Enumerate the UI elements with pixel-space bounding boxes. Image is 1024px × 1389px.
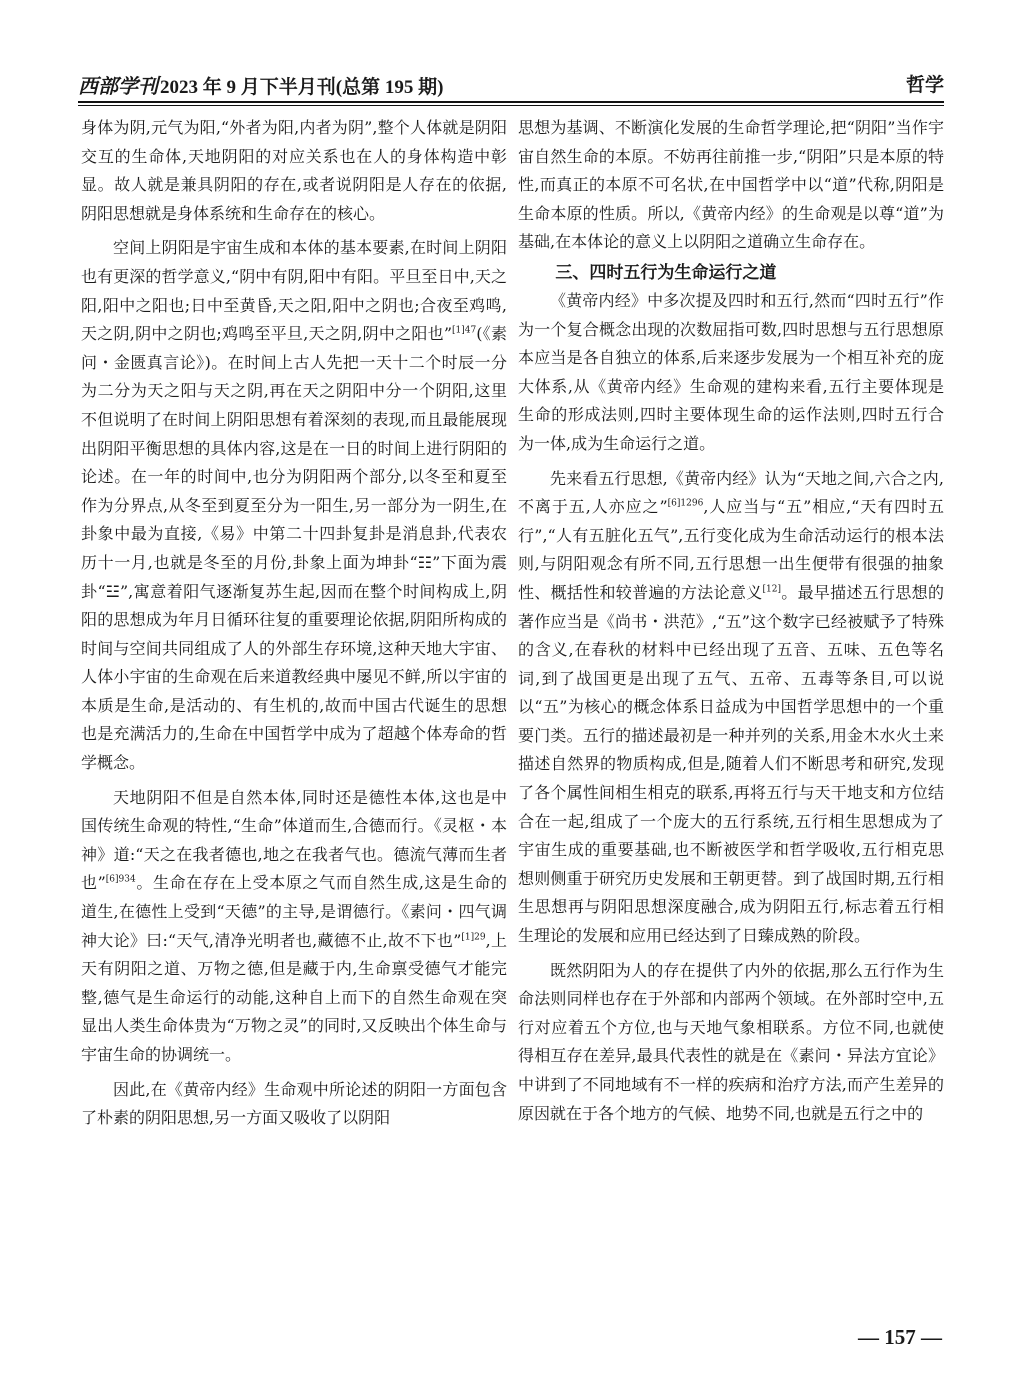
paragraph <box>518 465 944 951</box>
left-column <box>81 114 507 1133</box>
text-run: 。最早描述五行思想的著作应当是《尚书・洪范》,“五”这个数字已经被赋予了特殊的含义,在春秋的材料中已经出现了五音、五味、五色等名词,到了战国更是出现了五气、五帝、五毒等条目,可以说以“五”为核心的概念体系日益成为中国哲学思想中的一个重要门类。五行的描述最初是一种并列的关系,用金木水火土来描述自然界的物质构成,但是,随着人们不断思考和研究,发现了各个属性间相生相克的联系,再将五行与天干地支和方位结合在一起,组成了一个庞大的五行系统,五行相生思想成为了宇宙生成的重要基础,也不断被医学和哲学吸收,五行相克思想则侧重于研究历史发展和王朝更替。到了战国时期,五行相生思想再与阴阳思想深度融合,成为阴阳五行,标志着五行相生理论的发展和应用已经达到了日臻成熟的阶段。 <box>518 582 944 946</box>
section-label: 哲学 <box>905 74 944 96</box>
journal-issue-line <box>78 70 443 99</box>
header-rule-thick <box>78 101 944 103</box>
paragraph <box>81 784 507 1070</box>
journal-logo: 西部学刊 <box>78 76 158 98</box>
paragraph: 既然阴阳为人的存在提供了内外的依据,那么五行作为生命法则同样也存在于外部和内部两个领域。在外部时空中,五行对应着五个方位,也与天地气象相联系。方位不同,也就使得相互存在差异,最具代表性的就是在《素问・异法方宜论》中讲到了不同地域有不一样的疾病和治疗方法,而产生差异的原因就在于各个地方的气候、地势不同,也就是五行之中的 <box>518 960 944 1123</box>
paragraph <box>81 234 507 777</box>
text-run: 。生命在存在上受本原之气而自然生成,这是生命的道生,在德性上受到“天德”的主导,是谓德行。《素问・四气调神大论》曰:“天气,清净光明者也,藏德不止,故不下也” <box>81 873 507 950</box>
citation: [1]29 <box>461 932 486 943</box>
paragraph: 因此,在《黄帝内经》生命观中所论述的阴阳一方面包含了朴素的阴阳思想,另一方面又吸收了以阴阳 <box>81 1079 507 1128</box>
citation: [12] <box>762 584 781 595</box>
right-column <box>518 114 944 1128</box>
text-run: ,上天有阴阳之道、万物之德,但是藏于内,生命禀受德气才能完整,德气是生命运行的动能,这种自上而下的自然生命观在突显出人类生命体贵为“万物之灵”的同时,又反映出个体生命与宇宙生命的协调统一。 <box>81 930 507 1064</box>
header-rule-thin <box>78 105 944 106</box>
section-heading: 三、四时五行为生命运行之道 <box>555 262 777 283</box>
paragraph: 《黄帝内经》中多次提及四时和五行,然而“四时五行”作为一个复合概念出现的次数屈指可数,四时思想与五行思想原本应当是各自独立的体系,后来逐步发展为一个相互补充的庞大体系,从《黄帝内经》生命观的建构来看,五行主要体现是生命的形成法则,四时主要体现生命的运作法则,四时五行合为一体,成为生命运行之道。 <box>518 290 944 453</box>
paragraph: 身体为阴,元气为阳,“外者为阳,内者为阴”,整个人体就是阴阳交互的生命体,天地阴阳的对应关系也在人的身体构造中彰显。故人就是兼具阴阳的存在,或者说阴阳是人存在的依据,阴阳思想就是身体系统和生命存在的核心。 <box>81 118 507 223</box>
text-run: 天地阴阳不但是自然本体,同时还是德性本体,这也是中国传统生命观的特性,“生命”体道而生,合德而行。《灵枢・本神》道:“天之在我者德也,地之在我者气也。德流气薄而生者也” <box>81 787 507 893</box>
paragraph: 思想为基调、不断演化发展的生命哲学理论,把“阴阳”当作宇宙自然生命的本原。不妨再往前推一步,“阴阳”只是本原的特性,而真正的本原不可名状,在中国哲学中以“道”代称,阴阳是生命本原的性质。所以,《黄帝内经》的生命观是以尊“道”为基础,在本体论的意义上以阴阳之道确立生命存在。 <box>518 118 944 252</box>
issue-info: 2023 年 9 月下半月刊(总第 195 期) <box>160 77 444 98</box>
page-number: — 157 — <box>858 1325 942 1349</box>
text-run: 空间上阴阳是宇宙生成和本体的基本要素,在时间上阴阳也有更深的哲学意义,“阴中有阴,阳中有阳。平旦至日中,天之阳,阳中之阳也;日中至黄昏,天之阳,阳中之阴也;合夜至鸡鸣,天之阴,阴中之阴也;鸡鸣至平旦,天之阴,阴中之阳也” <box>81 238 507 344</box>
text-run: (《素问・金匮真言论》)。在时间上古人先把一天十二个时辰一分为二分为天之阳与天之阴,再在天之阴阳中分一个阴阳,这里不但说明了在时间上阴阳思想有着深刻的表现,而且最能展现出阴阳平衡思想的具体内容,这是在一日的时间上进行阴阳的论述。在一年的时间中,也分为阴阳两个部分,以冬至和夏至作为分界点,从冬至到夏至分为一阳生,另一部分为一阴生,在卦象中最为直接,《易》中第二十四卦复卦是消息卦,代表农历十一月,也就是冬至的月份,卦象上面为坤卦“☷”下面为震卦“☳”,寓意着阳气逐渐复苏生起,因而在整个时间构成上,阴阳的思想成为年月日循环往复的重要理论依据,阴阳所构成的时间与空间共同组成了人的外部生存环境,这种天地大宇宙、人体小宇宙的生命观在后来道教经典中屡见不鲜,所以宇宙的本质是生命,是活动的、有生机的,故而中国古代诞生的思想也是充满活力的,生命在中国哲学中成为了超越个体寿命的哲学概念。 <box>81 324 507 773</box>
text-run: 先来看五行思想,《黄帝内经》认为“天地之间,六合之内,不离于五,人亦应之” <box>518 468 944 517</box>
citation: [6]1296 <box>667 498 704 509</box>
citation: [6]934 <box>105 875 136 886</box>
text-run: ,人应当与“五”相应,“天有四时五行”,“人有五脏化五气”,五行变化成为生命活动运行的根本法则,与阴阳观念有所不同,五行思想一出生便带有很强的抽象性、概括性和较普遍的方法论意义 <box>518 497 944 602</box>
running-header <box>78 62 944 102</box>
citation: [1]47 <box>452 325 477 336</box>
